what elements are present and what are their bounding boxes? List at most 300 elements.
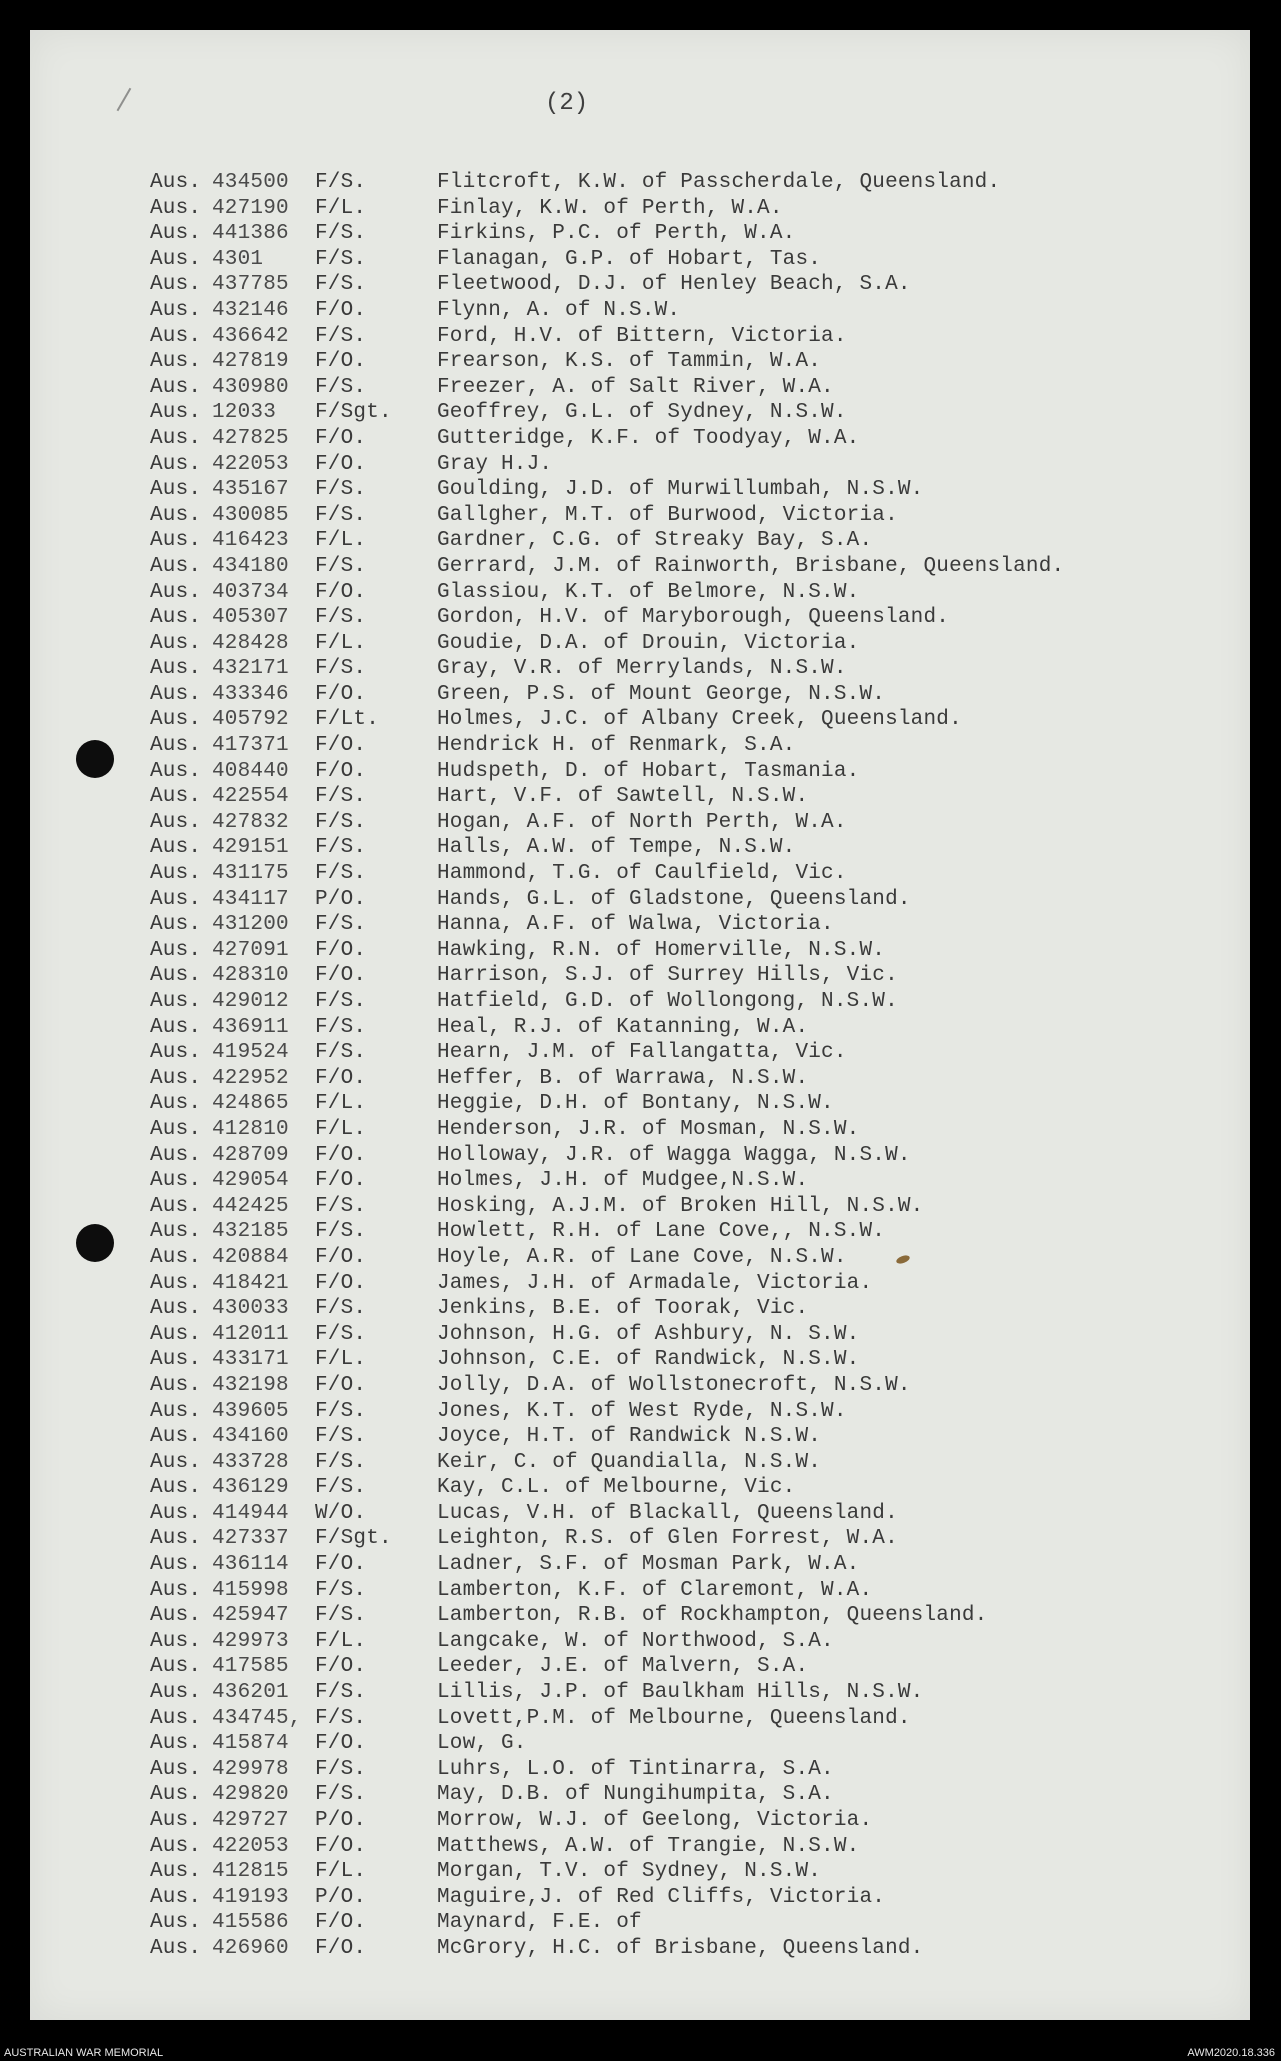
rank: F/S. bbox=[315, 1706, 367, 1730]
list-item bbox=[150, 1271, 1150, 1297]
service-number: 412810 bbox=[212, 1117, 289, 1141]
rank: F/O. bbox=[315, 298, 367, 322]
name-and-location: Ford, H.V. of Bittern, Victoria. bbox=[437, 324, 847, 348]
list-item bbox=[150, 1475, 1150, 1501]
name-and-location: Lamberton, R.B. of Rockhampton, Queensland. bbox=[437, 1604, 988, 1628]
service-number: 437785 bbox=[212, 273, 289, 297]
list-item bbox=[150, 810, 1150, 836]
service-prefix: Aus. bbox=[150, 682, 202, 706]
name-and-location: Hogan, A.F. of North Perth, W.A. bbox=[437, 810, 847, 834]
rank: F/S. bbox=[315, 1578, 367, 1602]
service-number: 434745, bbox=[212, 1706, 302, 1730]
pencil-mark bbox=[117, 88, 144, 119]
name-and-location: Johnson, H.G. of Ashbury, N. S.W. bbox=[437, 1322, 860, 1346]
list-item bbox=[150, 1143, 1150, 1169]
name-and-location: Jolly, D.A. of Wollstonecroft, N.S.W. bbox=[437, 1373, 911, 1397]
service-prefix: Aus. bbox=[150, 1834, 202, 1858]
service-number: 4301 bbox=[212, 247, 264, 271]
service-number: 429054 bbox=[212, 1169, 289, 1193]
rank: F/S. bbox=[315, 785, 367, 809]
service-number: 412815 bbox=[212, 1860, 289, 1884]
name-and-location: Langcake, W. of Northwood, S.A. bbox=[437, 1629, 834, 1653]
list-item bbox=[150, 221, 1150, 247]
name-and-location: Lillis, J.P. of Baulkham Hills, N.S.W. bbox=[437, 1681, 924, 1705]
service-prefix: Aus. bbox=[150, 1783, 202, 1807]
service-number: 429978 bbox=[212, 1757, 289, 1781]
list-item bbox=[150, 1885, 1150, 1911]
list-item bbox=[150, 1859, 1150, 1885]
service-prefix: Aus. bbox=[150, 503, 202, 527]
name-and-location: Jones, K.T. of West Ryde, N.S.W. bbox=[437, 1399, 847, 1423]
name-and-location: Maguire,J. of Red Cliffs, Victoria. bbox=[437, 1885, 886, 1909]
list-item bbox=[150, 1706, 1150, 1732]
service-prefix: Aus. bbox=[150, 1629, 202, 1653]
name-and-location: Freezer, A. of Salt River, W.A. bbox=[437, 375, 834, 399]
service-number: 439605 bbox=[212, 1399, 289, 1423]
rank: F/S. bbox=[315, 1450, 367, 1474]
service-number: 435167 bbox=[212, 478, 289, 502]
service-number: 433728 bbox=[212, 1450, 289, 1474]
service-prefix: Aus. bbox=[150, 1194, 202, 1218]
service-prefix: Aus. bbox=[150, 1143, 202, 1167]
service-number: 441386 bbox=[212, 222, 289, 246]
list-item bbox=[150, 963, 1150, 989]
list-item bbox=[150, 1680, 1150, 1706]
service-number: 430033 bbox=[212, 1297, 289, 1321]
service-number: 429012 bbox=[212, 990, 289, 1013]
rank: F/O. bbox=[315, 1271, 367, 1295]
list-item bbox=[150, 1603, 1150, 1629]
name-and-location: Heffer, B. of Warrawa, N.S.W. bbox=[437, 1066, 809, 1090]
service-prefix: Aus. bbox=[150, 1373, 202, 1397]
name-and-location: Matthews, A.W. of Trangie, N.S.W. bbox=[437, 1834, 860, 1858]
service-number: 427825 bbox=[212, 426, 289, 450]
service-prefix: Aus. bbox=[150, 1297, 202, 1321]
list-item bbox=[150, 682, 1150, 708]
name-and-location: Glassiou, K.T. of Belmore, N.S.W. bbox=[437, 580, 860, 604]
name-and-location: Gray, V.R. of Merrylands, N.S.W. bbox=[437, 657, 847, 681]
rank: F/S. bbox=[315, 657, 367, 681]
rank: F/L. bbox=[315, 1092, 367, 1116]
service-prefix: Aus. bbox=[150, 1706, 202, 1730]
list-item bbox=[150, 1501, 1150, 1527]
service-prefix: Aus. bbox=[150, 171, 202, 194]
name-and-location: Morgan, T.V. of Sydney, N.S.W. bbox=[437, 1860, 822, 1884]
service-number: 432185 bbox=[212, 1220, 289, 1244]
list-item bbox=[150, 861, 1150, 887]
service-number: 436114 bbox=[212, 1553, 289, 1577]
list-item bbox=[150, 1731, 1150, 1757]
rank: F/O. bbox=[315, 1066, 367, 1090]
name-and-location: Gardner, C.G. of Streaky Bay, S.A. bbox=[437, 529, 873, 553]
service-prefix: Aus. bbox=[150, 1911, 202, 1935]
service-number: 422053 bbox=[212, 452, 289, 476]
service-prefix: Aus. bbox=[150, 887, 202, 911]
service-number: 429973 bbox=[212, 1629, 289, 1653]
list-item bbox=[150, 1091, 1150, 1117]
service-number: 416423 bbox=[212, 529, 289, 553]
service-number: 415998 bbox=[212, 1578, 289, 1602]
service-prefix: Aus. bbox=[150, 1809, 202, 1832]
service-number: 412011 bbox=[212, 1322, 289, 1346]
list-item bbox=[150, 631, 1150, 657]
name-and-location: Lamberton, K.F. of Claremont, W.A. bbox=[437, 1578, 873, 1602]
service-prefix: Aus. bbox=[150, 1399, 202, 1423]
service-number: 428428 bbox=[212, 631, 289, 655]
rank: F/O. bbox=[315, 682, 367, 706]
service-prefix: Aus. bbox=[150, 1757, 202, 1781]
service-number: 432146 bbox=[212, 298, 289, 322]
list-item bbox=[150, 1552, 1150, 1578]
service-number: 434160 bbox=[212, 1425, 289, 1449]
service-number: 427819 bbox=[212, 350, 289, 374]
rank: F/S. bbox=[315, 1476, 367, 1500]
list-item bbox=[150, 1040, 1150, 1066]
name-and-location: Leeder, J.E. of Malvern, S.A. bbox=[437, 1655, 809, 1679]
rank: F/O. bbox=[315, 1143, 367, 1167]
rank: F/O. bbox=[315, 1911, 367, 1935]
list-item bbox=[150, 1399, 1150, 1425]
service-prefix: Aus. bbox=[150, 222, 202, 246]
service-prefix: Aus. bbox=[150, 1425, 202, 1449]
name-and-location: Holmes, J.H. of Mudgee,N.S.W. bbox=[437, 1169, 809, 1193]
rank: F/S. bbox=[315, 606, 367, 630]
name-and-location: Halls, A.W. of Tempe, N.S.W. bbox=[437, 836, 796, 860]
list-item bbox=[150, 1194, 1150, 1220]
list-item bbox=[150, 452, 1150, 478]
service-prefix: Aus. bbox=[150, 196, 202, 220]
rank: F/L. bbox=[315, 196, 367, 220]
service-number: 418421 bbox=[212, 1271, 289, 1295]
rank: F/S. bbox=[315, 503, 367, 527]
name-and-location: Hart, V.F. of Sawtell, N.S.W. bbox=[437, 785, 809, 809]
rank: F/S. bbox=[315, 273, 367, 297]
rank: F/S. bbox=[315, 810, 367, 834]
list-item bbox=[150, 1834, 1150, 1860]
list-item bbox=[150, 477, 1150, 503]
service-prefix: Aus. bbox=[150, 350, 202, 374]
service-prefix: Aus. bbox=[150, 1348, 202, 1372]
rank: F/S. bbox=[315, 1681, 367, 1705]
service-number: 433346 bbox=[212, 682, 289, 706]
service-number: 428310 bbox=[212, 964, 289, 988]
list-item bbox=[150, 656, 1150, 682]
name-and-location: McGrory, H.C. of Brisbane, Queensland. bbox=[437, 1936, 924, 1960]
list-item bbox=[150, 426, 1150, 452]
rank: F/O. bbox=[315, 964, 367, 988]
service-number: 430980 bbox=[212, 375, 289, 399]
service-prefix: Aus. bbox=[150, 1655, 202, 1679]
rank: F/O. bbox=[315, 350, 367, 374]
rank: F/L. bbox=[315, 1629, 367, 1653]
rank: F/O. bbox=[315, 1553, 367, 1577]
name-and-location: Johnson, C.E. of Randwick, N.S.W. bbox=[437, 1348, 860, 1372]
name-and-location: Gallgher, M.T. of Burwood, Victoria. bbox=[437, 503, 898, 527]
rank: F/Sgt. bbox=[315, 401, 392, 425]
service-prefix: Aus. bbox=[150, 529, 202, 553]
service-number: 424865 bbox=[212, 1092, 289, 1116]
name-and-location: May, D.B. of Nungihumpita, S.A. bbox=[437, 1783, 834, 1807]
list-item bbox=[150, 1757, 1150, 1783]
rank: F/S. bbox=[315, 1757, 367, 1781]
service-prefix: Aus. bbox=[150, 938, 202, 962]
service-prefix: Aus. bbox=[150, 810, 202, 834]
service-number: 422053 bbox=[212, 1834, 289, 1858]
service-prefix: Aus. bbox=[150, 1041, 202, 1065]
personnel-list bbox=[150, 170, 1150, 1962]
service-number: 403734 bbox=[212, 580, 289, 604]
name-and-location: Ladner, S.F. of Mosman Park, W.A. bbox=[437, 1553, 860, 1577]
name-and-location: Goudie, D.A. of Drouin, Victoria. bbox=[437, 631, 860, 655]
list-item bbox=[150, 1168, 1150, 1194]
name-and-location: Holloway, J.R. of Wagga Wagga, N.S.W. bbox=[437, 1143, 911, 1167]
rank: F/S. bbox=[315, 247, 367, 271]
service-number: 414944 bbox=[212, 1501, 289, 1525]
service-prefix: Aus. bbox=[150, 1860, 202, 1884]
service-number: 422554 bbox=[212, 785, 289, 809]
service-prefix: Aus. bbox=[150, 1450, 202, 1474]
name-and-location: Lucas, V.H. of Blackall, Queensland. bbox=[437, 1501, 898, 1525]
rank: F/L. bbox=[315, 1348, 367, 1372]
name-and-location: Luhrs, L.O. of Tintinarra, S.A. bbox=[437, 1757, 834, 1781]
name-and-location: Firkins, P.C. of Perth, W.A. bbox=[437, 222, 796, 246]
service-prefix: Aus. bbox=[150, 1681, 202, 1705]
service-number: 434117 bbox=[212, 887, 289, 911]
name-and-location: Harrison, S.J. of Surrey Hills, Vic. bbox=[437, 964, 898, 988]
name-and-location: Lovett,P.M. of Melbourne, Queensland. bbox=[437, 1706, 911, 1730]
service-prefix: Aus. bbox=[150, 1936, 202, 1960]
name-and-location: Keir, C. of Quandialla, N.S.W. bbox=[437, 1450, 822, 1474]
list-item bbox=[150, 1219, 1150, 1245]
service-number: 429151 bbox=[212, 836, 289, 860]
service-prefix: Aus. bbox=[150, 708, 202, 732]
service-number: 442425 bbox=[212, 1194, 289, 1218]
rank: F/S. bbox=[315, 171, 367, 194]
rank: F/O. bbox=[315, 1373, 367, 1397]
rank: P/O. bbox=[315, 887, 367, 911]
list-item bbox=[150, 784, 1150, 810]
service-number: 432171 bbox=[212, 657, 289, 681]
service-prefix: Aus. bbox=[150, 554, 202, 578]
name-and-location: Henderson, J.R. of Mosman, N.S.W. bbox=[437, 1117, 860, 1141]
service-prefix: Aus. bbox=[150, 1015, 202, 1039]
rank: F/S. bbox=[315, 836, 367, 860]
list-item bbox=[150, 272, 1150, 298]
name-and-location: Heggie, D.H. of Bontany, N.S.W. bbox=[437, 1092, 834, 1116]
service-prefix: Aus. bbox=[150, 913, 202, 937]
service-number: 415874 bbox=[212, 1732, 289, 1756]
page-number: (2) bbox=[545, 90, 589, 117]
service-number: 417371 bbox=[212, 734, 289, 758]
service-number: 433171 bbox=[212, 1348, 289, 1372]
list-item bbox=[150, 912, 1150, 938]
service-prefix: Aus. bbox=[150, 785, 202, 809]
service-prefix: Aus. bbox=[150, 247, 202, 271]
name-and-location: Fleetwood, D.J. of Henley Beach, S.A. bbox=[437, 273, 911, 297]
name-and-location: Hawking, R.N. of Homerville, N.S.W. bbox=[437, 938, 886, 962]
service-number: 431175 bbox=[212, 862, 289, 886]
rank: F/S. bbox=[315, 990, 367, 1013]
rank: F/O. bbox=[315, 1936, 367, 1960]
name-and-location: Heal, R.J. of Katanning, W.A. bbox=[437, 1015, 809, 1039]
service-prefix: Aus. bbox=[150, 836, 202, 860]
service-prefix: Aus. bbox=[150, 1066, 202, 1090]
service-number: 428709 bbox=[212, 1143, 289, 1167]
name-and-location: Holmes, J.C. of Albany Creek, Queensland. bbox=[437, 708, 962, 732]
list-item bbox=[150, 1808, 1150, 1834]
service-prefix: Aus. bbox=[150, 1501, 202, 1525]
list-item bbox=[150, 733, 1150, 759]
rank: F/Sgt. bbox=[315, 1527, 392, 1551]
rank: F/S. bbox=[315, 375, 367, 399]
rank: F/S. bbox=[315, 1322, 367, 1346]
name-and-location: Hosking, A.J.M. of Broken Hill, N.S.W. bbox=[437, 1194, 924, 1218]
list-item bbox=[150, 400, 1150, 426]
list-item bbox=[150, 759, 1150, 785]
service-number: 405792 bbox=[212, 708, 289, 732]
rank: F/S. bbox=[315, 554, 367, 578]
list-item bbox=[150, 1424, 1150, 1450]
name-and-location: Jenkins, B.E. of Toorak, Vic. bbox=[437, 1297, 809, 1321]
service-prefix: Aus. bbox=[150, 580, 202, 604]
rank: F/O. bbox=[315, 426, 367, 450]
list-item bbox=[150, 1654, 1150, 1680]
list-item bbox=[150, 247, 1150, 273]
rank: F/O. bbox=[315, 1169, 367, 1193]
list-item bbox=[150, 1066, 1150, 1092]
name-and-location: Maynard, F.E. of bbox=[437, 1911, 642, 1935]
name-and-location: Kay, C.L. of Melbourne, Vic. bbox=[437, 1476, 796, 1500]
service-prefix: Aus. bbox=[150, 1220, 202, 1244]
rank: F/S. bbox=[315, 1425, 367, 1449]
rank: F/S. bbox=[315, 478, 367, 502]
name-and-location: Hendrick H. of Renmark, S.A. bbox=[437, 734, 796, 758]
service-prefix: Aus. bbox=[150, 1092, 202, 1116]
service-prefix: Aus. bbox=[150, 606, 202, 630]
name-and-location: Hatfield, G.D. of Wollongong, N.S.W. bbox=[437, 990, 898, 1013]
name-and-location: Finlay, K.W. of Perth, W.A. bbox=[437, 196, 783, 220]
rank: F/O. bbox=[315, 734, 367, 758]
list-item bbox=[150, 835, 1150, 861]
list-item bbox=[150, 1910, 1150, 1936]
rank: F/S. bbox=[315, 1194, 367, 1218]
list-item bbox=[150, 887, 1150, 913]
name-and-location: Flitcroft, K.W. of Passcherdale, Queensland. bbox=[437, 171, 1001, 194]
service-number: 415586 bbox=[212, 1911, 289, 1935]
name-and-location: James, J.H. of Armadale, Victoria. bbox=[437, 1271, 873, 1295]
rank: F/O. bbox=[315, 938, 367, 962]
name-and-location: Hoyle, A.R. of Lane Cove, N.S.W. bbox=[437, 1245, 847, 1269]
name-and-location: Howlett, R.H. of Lane Cove,, N.S.W. bbox=[437, 1220, 886, 1244]
service-number: 426960 bbox=[212, 1936, 289, 1960]
list-item bbox=[150, 196, 1150, 222]
service-prefix: Aus. bbox=[150, 478, 202, 502]
list-item bbox=[150, 1578, 1150, 1604]
list-item bbox=[150, 170, 1150, 196]
rank: P/O. bbox=[315, 1885, 367, 1909]
rank: F/O. bbox=[315, 1245, 367, 1269]
service-number: 417585 bbox=[212, 1655, 289, 1679]
list-item bbox=[150, 349, 1150, 375]
service-number: 425947 bbox=[212, 1604, 289, 1628]
list-item bbox=[150, 707, 1150, 733]
name-and-location: Hanna, A.F. of Walwa, Victoria. bbox=[437, 913, 834, 937]
name-and-location: Green, P.S. of Mount George, N.S.W. bbox=[437, 682, 886, 706]
list-item bbox=[150, 580, 1150, 606]
name-and-location: Gutteridge, K.F. of Toodyay, W.A. bbox=[437, 426, 860, 450]
name-and-location: Flanagan, G.P. of Hobart, Tas. bbox=[437, 247, 822, 271]
list-item bbox=[150, 1015, 1150, 1041]
name-and-location: Goulding, J.D. of Murwillumbah, N.S.W. bbox=[437, 478, 924, 502]
service-prefix: Aus. bbox=[150, 1885, 202, 1909]
rank: F/S. bbox=[315, 1297, 367, 1321]
rank: F/S. bbox=[315, 1783, 367, 1807]
service-prefix: Aus. bbox=[150, 401, 202, 425]
list-item bbox=[150, 1629, 1150, 1655]
service-number: 429727 bbox=[212, 1809, 289, 1832]
service-prefix: Aus. bbox=[150, 1476, 202, 1500]
name-and-location: Frearson, K.S. of Tammin, W.A. bbox=[437, 350, 822, 374]
list-item bbox=[150, 1450, 1150, 1476]
service-number: 419524 bbox=[212, 1041, 289, 1065]
rank: F/S. bbox=[315, 222, 367, 246]
rank: F/O. bbox=[315, 452, 367, 476]
rank: W/O. bbox=[315, 1501, 367, 1525]
service-prefix: Aus. bbox=[150, 298, 202, 322]
name-and-location: Gray H.J. bbox=[437, 452, 553, 476]
service-prefix: Aus. bbox=[150, 1169, 202, 1193]
name-and-location: Geoffrey, G.L. of Sydney, N.S.W. bbox=[437, 401, 847, 425]
service-number: 430085 bbox=[212, 503, 289, 527]
document-page bbox=[30, 30, 1250, 2020]
service-number: 429820 bbox=[212, 1783, 289, 1807]
service-number: 422952 bbox=[212, 1066, 289, 1090]
list-item bbox=[150, 1373, 1150, 1399]
rank: F/L. bbox=[315, 631, 367, 655]
service-number: 419193 bbox=[212, 1885, 289, 1909]
list-item bbox=[150, 1936, 1150, 1962]
rank: F/O. bbox=[315, 759, 367, 783]
rank: F/S. bbox=[315, 1041, 367, 1065]
service-prefix: Aus. bbox=[150, 657, 202, 681]
service-number: 408440 bbox=[212, 759, 289, 783]
service-prefix: Aus. bbox=[150, 1578, 202, 1602]
service-prefix: Aus. bbox=[150, 1271, 202, 1295]
service-prefix: Aus. bbox=[150, 1245, 202, 1269]
service-number: 420884 bbox=[212, 1245, 289, 1269]
service-number: 12033 bbox=[212, 401, 277, 425]
service-number: 436642 bbox=[212, 324, 289, 348]
service-number: 432198 bbox=[212, 1373, 289, 1397]
rank: F/L. bbox=[315, 1117, 367, 1141]
rank: F/S. bbox=[315, 1604, 367, 1628]
service-number: 431200 bbox=[212, 913, 289, 937]
rank: F/Lt. bbox=[315, 708, 380, 732]
service-prefix: Aus. bbox=[150, 452, 202, 476]
footer-reference: AWM2020.18.336 bbox=[1187, 2047, 1275, 2059]
service-prefix: Aus. bbox=[150, 1117, 202, 1141]
list-item bbox=[150, 375, 1150, 401]
service-prefix: Aus. bbox=[150, 273, 202, 297]
list-item bbox=[150, 938, 1150, 964]
rank: F/L. bbox=[315, 529, 367, 553]
punch-hole bbox=[76, 740, 114, 778]
name-and-location: Morrow, W.J. of Geelong, Victoria. bbox=[437, 1809, 873, 1832]
rank: F/S. bbox=[315, 324, 367, 348]
service-number: 427337 bbox=[212, 1527, 289, 1551]
service-prefix: Aus. bbox=[150, 1732, 202, 1756]
rank: P/O. bbox=[315, 1809, 367, 1832]
